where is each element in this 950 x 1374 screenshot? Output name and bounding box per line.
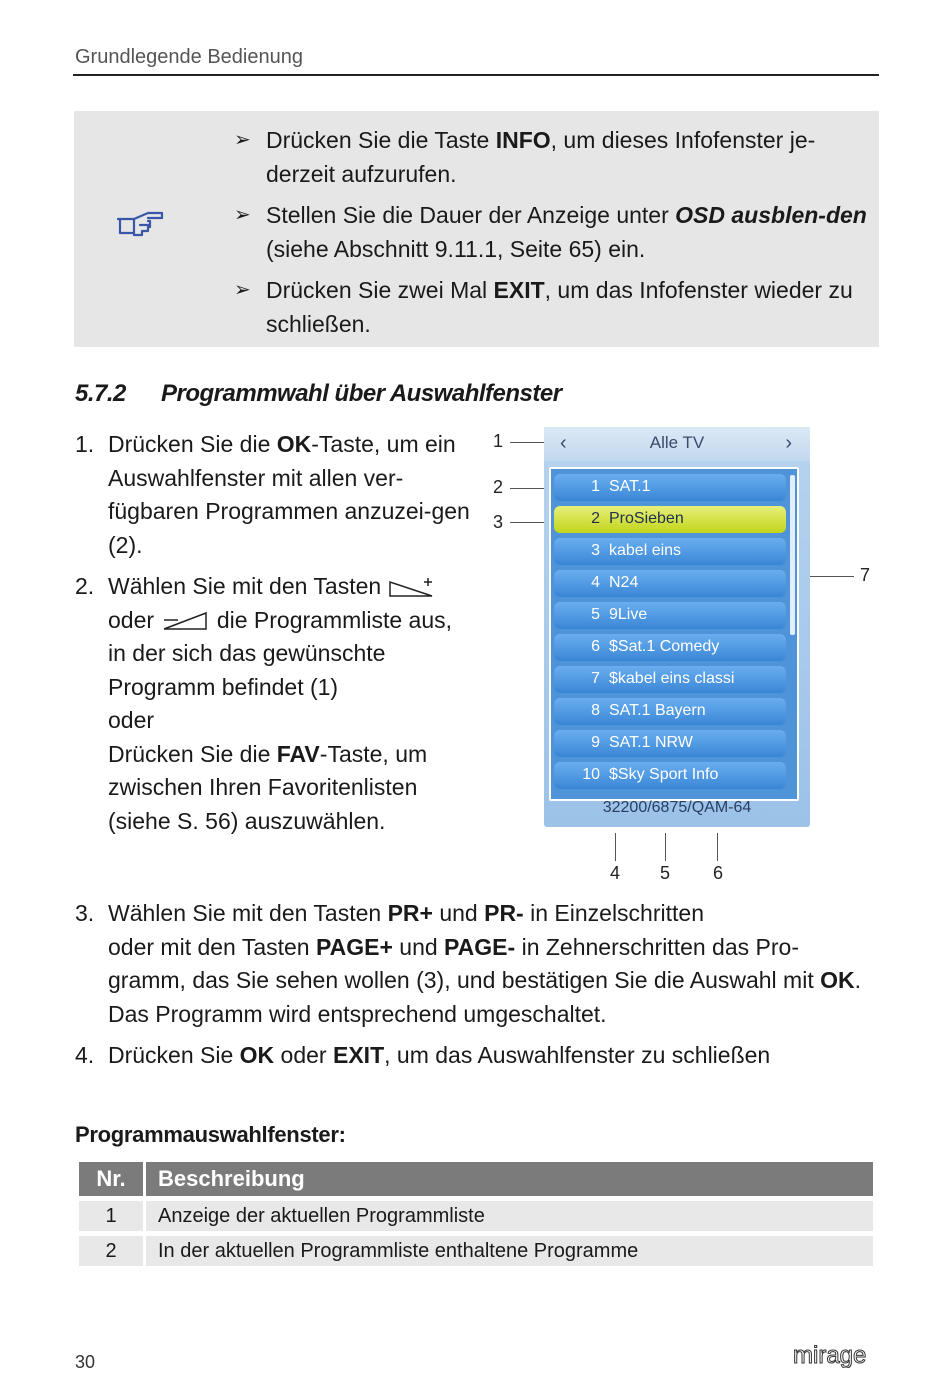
step-item: 2. Wählen Sie mit den Tasten oder die Programmliste aus, in der sich das gewünschte Programm befindet (1) oder Drücken Sie die FAV-Taste, um zwischen Ihren Favoritenlisten (siehe S. 56) auszuwählen. [75,573,453,834]
hint-box [74,111,879,347]
hint-item: ➢ Drücken Sie die Taste INFO, um dieses Infofenster je-derzeit aufzurufen. [234,123,874,191]
pointing-hand-icon [114,205,166,243]
list-title: Alle TV [649,433,705,452]
column-header-description: Beschreibung [146,1162,873,1196]
section-title: Programmwahl über Auswahlfenster [161,380,562,407]
section-number: 5.7.2 [75,380,126,407]
callout-line [615,833,616,861]
channel-item[interactable]: 8 SAT.1 Bayern [554,698,786,725]
row-number: 2 [79,1236,143,1266]
channel-item[interactable]: 5 9Live [554,602,786,629]
svg-text:mirage: mirage [793,1344,867,1368]
mirage-logo [793,1344,879,1368]
program-selection-figure [488,425,888,885]
channel-list [549,467,799,801]
table-header-row [79,1162,873,1196]
callout-2: 2 [493,477,504,497]
steps-list-left [75,428,475,846]
arrow-bullet-icon: ➢ [234,204,251,226]
table-row [79,1201,873,1231]
volume-up-key-icon [388,575,438,601]
hint-item: ➢ Stellen Sie die Dauer der Anzeige unter OSD ausblen-den (siehe Abschnitt 9.11.1, Seite 65) ein. [234,198,874,266]
callout-line [665,833,666,861]
section-heading [75,380,562,408]
callout-4: 4 [610,863,621,883]
running-header: Grundlegende Bedienung [75,46,303,68]
hint-item: ➢ Drücken Sie zwei Mal EXIT, um das Infofenster wieder zu schließen. [234,273,874,341]
page-number: 30 [75,1352,96,1372]
channel-item[interactable]: 10 $Sky Sport Info [554,762,786,789]
callout-line [717,833,718,861]
table-title: Programmauswahlfenster: [75,1122,346,1147]
steps-list-bottom [75,897,865,1081]
channel-item-selected[interactable]: 2 ProSieben [554,506,786,533]
row-description: Anzeige der aktuellen Programmliste [146,1201,873,1231]
tv-selection-window [544,427,810,827]
channel-list-scrollbar[interactable] [790,475,795,635]
callout-7: 7 [860,565,871,585]
step-item: 3. Wählen Sie mit den Tasten PR+ und PR- in Einzelschritten oder mit den Tasten PAGE+ und PAGE- in Zehnerschritten das Pro-gramm, das Sie sehen wollen (3), und bestätigen Sie die Auswahl mit OK. Das Programm wird entsprechend umgeschaltet. [75,900,861,1027]
callout-1: 1 [493,431,504,451]
row-description: In der aktuellen Programmliste enthaltene Programme [146,1236,873,1266]
step-item: 1. Drücken Sie die OK-Taste, um ein Auswahlfenster mit allen ver-fügbaren Programmen anzuzei-gen (2). [75,431,470,558]
table-row [79,1236,873,1266]
channel-item[interactable]: 3 kabel eins [554,538,786,565]
callout-6: 6 [713,863,724,883]
callout-3: 3 [493,512,504,532]
tv-list-header [544,427,810,461]
channel-item[interactable]: 4 N24 [554,570,786,597]
column-header-nr: Nr. [79,1162,143,1196]
prev-list-icon[interactable]: ‹ [560,432,567,454]
step-item: 4. Drücken Sie OK oder EXIT, um das Auswahlfenster zu schließen [75,1042,771,1068]
arrow-bullet-icon: ➢ [234,279,251,301]
hint-list [234,123,874,348]
volume-down-key-icon [160,609,210,633]
header-divider [73,74,879,76]
description-table [76,1157,876,1271]
channel-item[interactable]: 9 SAT.1 NRW [554,730,786,757]
channel-item[interactable]: 6 $Sat.1 Comedy [554,634,786,661]
arrow-bullet-icon: ➢ [234,129,251,151]
channel-item[interactable]: 7 $kabel eins classi [554,666,786,693]
next-list-icon[interactable]: › [785,432,792,454]
callout-5: 5 [660,863,671,883]
channel-item[interactable]: 1 SAT.1 [554,474,786,501]
row-number: 1 [79,1201,143,1231]
transponder-info: 32200/6875/QAM-64 [602,799,752,816]
